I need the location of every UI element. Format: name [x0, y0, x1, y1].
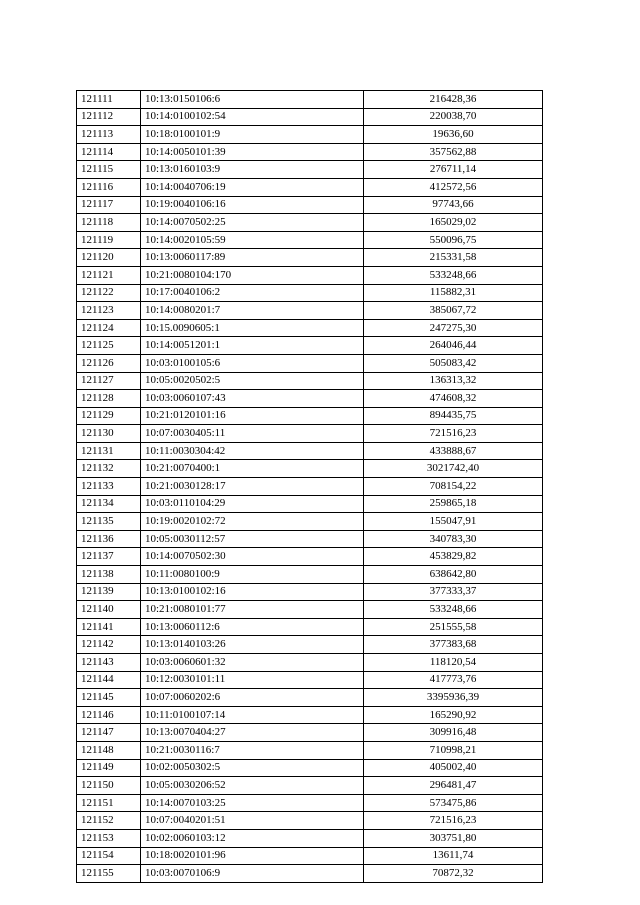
- table-row: [77, 249, 543, 267]
- cadastral-number-cell: 10:11:0100107:14: [141, 706, 364, 724]
- row-number-cell: 121118: [77, 214, 141, 232]
- table-row: [77, 214, 543, 232]
- table-row: [77, 284, 543, 302]
- amount-cell: 70872,32: [364, 865, 543, 883]
- row-number-cell: 121125: [77, 337, 141, 355]
- amount-cell: 533248,66: [364, 601, 543, 619]
- table-row: [77, 143, 543, 161]
- table-row: [77, 319, 543, 337]
- cadastral-number-cell: 10:12:0030101:11: [141, 671, 364, 689]
- amount-cell: 340783,30: [364, 530, 543, 548]
- table-row: [77, 654, 543, 672]
- row-number-cell: 121136: [77, 530, 141, 548]
- row-number-cell: 121120: [77, 249, 141, 267]
- cadastral-number-cell: 10:14:0050101:39: [141, 143, 364, 161]
- amount-cell: 115882,31: [364, 284, 543, 302]
- cadastral-number-cell: 10:13:0150106:6: [141, 91, 364, 109]
- row-number-cell: 121115: [77, 161, 141, 179]
- row-number-cell: 121142: [77, 636, 141, 654]
- cadastral-number-cell: 10:03:0110104:29: [141, 495, 364, 513]
- cadastral-number-cell: 10:21:0070400:1: [141, 460, 364, 478]
- row-number-cell: 121119: [77, 231, 141, 249]
- cadastral-number-cell: 10:18:0020101:96: [141, 847, 364, 865]
- row-number-cell: 121112: [77, 108, 141, 126]
- table-row: [77, 794, 543, 812]
- table-row: [77, 302, 543, 320]
- cadastral-number-cell: 10:11:0030304:42: [141, 442, 364, 460]
- row-number-cell: 121133: [77, 478, 141, 496]
- amount-cell: 453829,82: [364, 548, 543, 566]
- table-row: [77, 495, 543, 513]
- row-number-cell: 121113: [77, 126, 141, 144]
- table-row: [77, 601, 543, 619]
- amount-cell: 377333,37: [364, 583, 543, 601]
- cadastral-number-cell: 10:03:0060107:43: [141, 390, 364, 408]
- cadastral-number-cell: 10:15.0090605:1: [141, 319, 364, 337]
- cadastral-number-cell: 10:05:0030112:57: [141, 530, 364, 548]
- amount-cell: 412572,56: [364, 178, 543, 196]
- table-row: [77, 337, 543, 355]
- table-row: [77, 231, 543, 249]
- row-number-cell: 121128: [77, 390, 141, 408]
- table-row: [77, 390, 543, 408]
- table-row: [77, 442, 543, 460]
- cadastral-number-cell: 10:13:0070404:27: [141, 724, 364, 742]
- amount-cell: 721516,23: [364, 425, 543, 443]
- row-number-cell: 121122: [77, 284, 141, 302]
- table-row: [77, 724, 543, 742]
- row-number-cell: 121129: [77, 407, 141, 425]
- amount-cell: 309916,48: [364, 724, 543, 742]
- table-row: [77, 706, 543, 724]
- cadastral-number-cell: 10:13:0100102:16: [141, 583, 364, 601]
- table-row: [77, 196, 543, 214]
- table-row: [77, 829, 543, 847]
- cadastral-number-cell: 10:07:0030405:11: [141, 425, 364, 443]
- row-number-cell: 121153: [77, 829, 141, 847]
- amount-cell: 276711,14: [364, 161, 543, 179]
- amount-cell: 710998,21: [364, 741, 543, 759]
- amount-cell: 377383,68: [364, 636, 543, 654]
- table-row: [77, 689, 543, 707]
- row-number-cell: 121150: [77, 777, 141, 795]
- row-number-cell: 121141: [77, 618, 141, 636]
- amount-cell: 215331,58: [364, 249, 543, 267]
- amount-cell: 474608,32: [364, 390, 543, 408]
- cadastral-number-cell: 10:19:0020102:72: [141, 513, 364, 531]
- table-row: [77, 741, 543, 759]
- table-row: [77, 513, 543, 531]
- row-number-cell: 121135: [77, 513, 141, 531]
- cadastral-number-cell: 10:19:0040106:16: [141, 196, 364, 214]
- table-row: [77, 636, 543, 654]
- row-number-cell: 121132: [77, 460, 141, 478]
- table-row: [77, 161, 543, 179]
- amount-cell: 165029,02: [364, 214, 543, 232]
- cadastral-number-cell: 10:21:0030116:7: [141, 741, 364, 759]
- amount-cell: 550096,75: [364, 231, 543, 249]
- table-row: [77, 425, 543, 443]
- amount-cell: 97743,66: [364, 196, 543, 214]
- row-number-cell: 121147: [77, 724, 141, 742]
- row-number-cell: 121126: [77, 354, 141, 372]
- row-number-cell: 121148: [77, 741, 141, 759]
- table-body: [77, 91, 543, 883]
- row-number-cell: 121155: [77, 865, 141, 883]
- cadastral-number-cell: 10:03:0070106:9: [141, 865, 364, 883]
- row-number-cell: 121121: [77, 266, 141, 284]
- amount-cell: 405002,40: [364, 759, 543, 777]
- table-row: [77, 812, 543, 830]
- cadastral-number-cell: 10:07:0060202:6: [141, 689, 364, 707]
- cadastral-number-cell: 10:13:0160103:9: [141, 161, 364, 179]
- amount-cell: 433888,67: [364, 442, 543, 460]
- amount-cell: 505083,42: [364, 354, 543, 372]
- table-row: [77, 759, 543, 777]
- amount-cell: 155047,91: [364, 513, 543, 531]
- cadastral-number-cell: 10:14:0070502:25: [141, 214, 364, 232]
- amount-cell: 247275,30: [364, 319, 543, 337]
- amount-cell: 264046,44: [364, 337, 543, 355]
- cadastral-number-cell: 10:17:0040106:2: [141, 284, 364, 302]
- amount-cell: 573475,86: [364, 794, 543, 812]
- amount-cell: 3021742,40: [364, 460, 543, 478]
- table-row: [77, 548, 543, 566]
- amount-cell: 357562,88: [364, 143, 543, 161]
- table-row: [77, 266, 543, 284]
- row-number-cell: 121149: [77, 759, 141, 777]
- amount-cell: 894435,75: [364, 407, 543, 425]
- table-row: [77, 178, 543, 196]
- cadastral-number-cell: 10:21:0080101:77: [141, 601, 364, 619]
- cadastral-number-cell: 10:03:0100105:6: [141, 354, 364, 372]
- cadastral-number-cell: 10:11:0080100:9: [141, 566, 364, 584]
- table-row: [77, 671, 543, 689]
- amount-cell: 296481,47: [364, 777, 543, 795]
- row-number-cell: 121139: [77, 583, 141, 601]
- data-table: [76, 90, 543, 883]
- row-number-cell: 121143: [77, 654, 141, 672]
- row-number-cell: 121123: [77, 302, 141, 320]
- table-row: [77, 618, 543, 636]
- row-number-cell: 121130: [77, 425, 141, 443]
- amount-cell: 638642,80: [364, 566, 543, 584]
- amount-cell: 19636,60: [364, 126, 543, 144]
- cadastral-number-cell: 10:13:0060117:89: [141, 249, 364, 267]
- cadastral-number-cell: 10:14:0070502:30: [141, 548, 364, 566]
- table-row: [77, 126, 543, 144]
- table-row: [77, 407, 543, 425]
- row-number-cell: 121140: [77, 601, 141, 619]
- amount-cell: 118120,54: [364, 654, 543, 672]
- table-row: [77, 583, 543, 601]
- table-row: [77, 566, 543, 584]
- cadastral-number-cell: 10:02:0050302:5: [141, 759, 364, 777]
- amount-cell: 220038,70: [364, 108, 543, 126]
- row-number-cell: 121146: [77, 706, 141, 724]
- table-row: [77, 865, 543, 883]
- cadastral-number-cell: 10:07:0040201:51: [141, 812, 364, 830]
- table-row: [77, 91, 543, 109]
- row-number-cell: 121134: [77, 495, 141, 513]
- table-row: [77, 777, 543, 795]
- row-number-cell: 121151: [77, 794, 141, 812]
- amount-cell: 303751,80: [364, 829, 543, 847]
- cadastral-number-cell: 10:14:0080201:7: [141, 302, 364, 320]
- row-number-cell: 121154: [77, 847, 141, 865]
- cadastral-number-cell: 10:21:0030128:17: [141, 478, 364, 496]
- table-row: [77, 847, 543, 865]
- cadastral-number-cell: 10:13:0140103:26: [141, 636, 364, 654]
- cadastral-number-cell: 10:21:0120101:16: [141, 407, 364, 425]
- cadastral-number-cell: 10:18:0100101:9: [141, 126, 364, 144]
- row-number-cell: 121152: [77, 812, 141, 830]
- amount-cell: 13611,74: [364, 847, 543, 865]
- amount-cell: 165290,92: [364, 706, 543, 724]
- cadastral-number-cell: 10:21:0080104:170: [141, 266, 364, 284]
- amount-cell: 385067,72: [364, 302, 543, 320]
- cadastral-number-cell: 10:02:0060103:12: [141, 829, 364, 847]
- table-row: [77, 108, 543, 126]
- row-number-cell: 121137: [77, 548, 141, 566]
- cadastral-number-cell: 10:05:0030206:52: [141, 777, 364, 795]
- amount-cell: 251555,58: [364, 618, 543, 636]
- cadastral-number-cell: 10:03:0060601:32: [141, 654, 364, 672]
- amount-cell: 533248,66: [364, 266, 543, 284]
- cadastral-number-cell: 10:05:0020502:5: [141, 372, 364, 390]
- cadastral-number-cell: 10:14:0020105:59: [141, 231, 364, 249]
- cadastral-number-cell: 10:14:0040706:19: [141, 178, 364, 196]
- row-number-cell: 121116: [77, 178, 141, 196]
- row-number-cell: 121144: [77, 671, 141, 689]
- cadastral-number-cell: 10:14:0100102:54: [141, 108, 364, 126]
- row-number-cell: 121117: [77, 196, 141, 214]
- table-row: [77, 478, 543, 496]
- amount-cell: 216428,36: [364, 91, 543, 109]
- amount-cell: 136313,32: [364, 372, 543, 390]
- row-number-cell: 121111: [77, 91, 141, 109]
- row-number-cell: 121124: [77, 319, 141, 337]
- row-number-cell: 121131: [77, 442, 141, 460]
- amount-cell: 259865,18: [364, 495, 543, 513]
- amount-cell: 417773,76: [364, 671, 543, 689]
- cadastral-number-cell: 10:14:0051201:1: [141, 337, 364, 355]
- table-row: [77, 530, 543, 548]
- table-row: [77, 354, 543, 372]
- row-number-cell: 121145: [77, 689, 141, 707]
- table-row: [77, 372, 543, 390]
- row-number-cell: 121138: [77, 566, 141, 584]
- amount-cell: 721516,23: [364, 812, 543, 830]
- cadastral-number-cell: 10:14:0070103:25: [141, 794, 364, 812]
- row-number-cell: 121127: [77, 372, 141, 390]
- row-number-cell: 121114: [77, 143, 141, 161]
- table-row: [77, 460, 543, 478]
- amount-cell: 708154,22: [364, 478, 543, 496]
- cadastral-number-cell: 10:13:0060112:6: [141, 618, 364, 636]
- amount-cell: 3395936,39: [364, 689, 543, 707]
